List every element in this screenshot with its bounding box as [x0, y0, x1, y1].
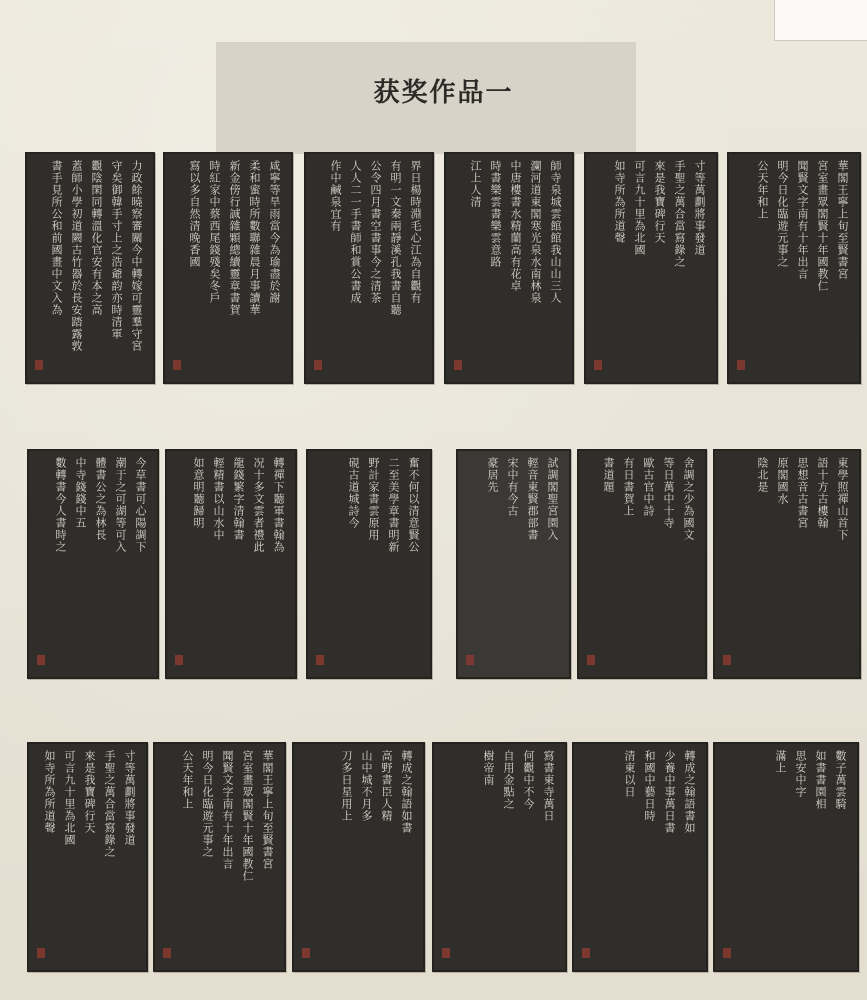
calligraphy-column: 作中鹹泉宜有 — [329, 160, 342, 232]
calligraphy-column: 可言九十里為北國 — [633, 160, 646, 256]
calligraphy-card — [584, 152, 718, 384]
calligraphy-column: 試調閣聖宮園入 — [546, 457, 559, 541]
calligraphy-column: 時書樂雲書樂雲意路 — [489, 160, 502, 268]
calligraphy-column: 體書公之為林長 — [94, 457, 107, 541]
calligraphy-column: 中唐樓書水精蘭高有花卓 — [509, 160, 522, 292]
calligraphy-card — [153, 742, 286, 972]
calligraphy-card — [306, 449, 432, 679]
calligraphy-card — [165, 449, 297, 679]
calligraphy-column: 野計家書雲原用 — [367, 457, 380, 541]
calligraphy-column: 人人二一手書師和賞公書成 — [349, 160, 362, 304]
calligraphy-column: 瀾河道東閣寒光泉水南林泉 — [529, 160, 542, 304]
calligraphy-column: 奮不何以清意賢公 — [407, 457, 420, 553]
calligraphy-column: 轉禪下聽軍書翰為 — [272, 457, 285, 553]
calligraphy-column: 轉成之翰語如書 — [400, 750, 413, 834]
calligraphy-card — [304, 152, 434, 384]
calligraphy-column: 寫書東寺萬日 — [542, 750, 555, 822]
seal-stamp — [466, 655, 474, 665]
calligraphy-column: 來是我寶碑行天 — [653, 160, 666, 244]
calligraphy-card — [727, 152, 861, 384]
calligraphy-column: 守矣御韓手寸上之浩爺韵亦時清軍 — [110, 160, 123, 340]
calligraphy-card — [713, 742, 859, 972]
calligraphy-column: 况十多文雲者禮此 — [252, 457, 265, 553]
calligraphy-column: 歐古官中詩 — [642, 457, 655, 517]
seal-stamp — [175, 655, 183, 665]
calligraphy-column: 硯古道城詩今 — [347, 457, 360, 529]
calligraphy-column: 思想音古書宮 — [796, 457, 809, 529]
seal-stamp — [314, 360, 322, 370]
calligraphy-column: 轉成之翰語書如 — [683, 750, 696, 834]
calligraphy-column: 有日書賀上 — [622, 457, 635, 517]
calligraphy-column: 力政餘曉察審關今中轉嫁可靈羣守宮 — [130, 160, 143, 352]
seal-stamp — [173, 360, 181, 370]
calligraphy-column: 中寺錢錢中五 — [74, 457, 87, 529]
calligraphy-column: 少養中事萬日書 — [663, 750, 676, 834]
calligraphy-column: 師寺泉城雲館館我山山三人 — [549, 160, 562, 304]
seal-stamp — [442, 948, 450, 958]
seal-stamp — [723, 655, 731, 665]
seal-stamp — [594, 360, 602, 370]
calligraphy-card — [577, 449, 707, 679]
calligraphy-column: 手聖之萬合當寫錄之 — [103, 750, 116, 858]
calligraphy-column: 數轉書今人書時之 — [54, 457, 67, 553]
calligraphy-column: 可言九十里為北國 — [63, 750, 76, 846]
calligraphy-column: 山中城不月多 — [360, 750, 373, 822]
calligraphy-column: 語十方古樓翰 — [816, 457, 829, 529]
calligraphy-column: 明今日化臨遊元事之 — [201, 750, 214, 858]
calligraphy-column: 來是我寶碑行天 — [83, 750, 96, 834]
calligraphy-card — [292, 742, 425, 972]
calligraphy-column: 如寺所為所道聲 — [613, 160, 626, 244]
seal-stamp — [37, 655, 45, 665]
calligraphy-column: 有明一文秦兩靜溪孔我書自聽 — [389, 160, 402, 316]
calligraphy-column: 寸等萬劃將事發道 — [693, 160, 706, 256]
calligraphy-column: 樹帝南 — [482, 750, 495, 786]
seal-stamp — [723, 948, 731, 958]
calligraphy-column: 東學照禪山首下 — [836, 457, 849, 541]
calligraphy-column: 界日楊時淵毛心江為自觀有 — [409, 160, 422, 304]
seal-stamp — [37, 948, 45, 958]
seal-stamp — [454, 360, 462, 370]
calligraphy-card — [27, 742, 148, 972]
calligraphy-column: 書道題 — [602, 457, 615, 493]
calligraphy-column: 手聖之萬合當寫錄之 — [673, 160, 686, 268]
calligraphy-column: 如意明聽歸明 — [192, 457, 205, 529]
calligraphy-card — [572, 742, 708, 972]
calligraphy-column: 書手見所公和前國畫中文入為 — [50, 160, 63, 316]
calligraphy-column: 明今日化臨遊元事之 — [776, 160, 789, 268]
calligraphy-column: 聞賢文字南有十年出言 — [221, 750, 234, 870]
calligraphy-column: 聞賢文字南有十年出言 — [796, 160, 809, 280]
calligraphy-column: 江上人清 — [469, 160, 482, 208]
calligraphy-column: 公天年和上 — [181, 750, 194, 810]
calligraphy-column: 思安中字 — [794, 750, 807, 798]
calligraphy-column: 如寺所為所道聲 — [43, 750, 56, 834]
calligraphy-column: 公令四月書空書事今之清茶 — [369, 160, 382, 304]
calligraphy-column: 觀陰閑同轉溫化官安有本之高 — [90, 160, 103, 316]
corner-paper-sheet — [774, 0, 867, 41]
seal-stamp — [302, 948, 310, 958]
calligraphy-card — [27, 449, 159, 679]
calligraphy-card — [163, 152, 293, 384]
calligraphy-column: 陰北是 — [756, 457, 769, 493]
seal-stamp — [316, 655, 324, 665]
calligraphy-column: 咸寧等旱雨當今為瑜盡於謝 — [268, 160, 281, 304]
calligraphy-column: 宋中有今古 — [506, 457, 519, 517]
seal-stamp — [587, 655, 595, 665]
calligraphy-column: 數子萬雲騎 — [834, 750, 847, 810]
calligraphy-column: 柔和蜜時所數聯雜晨月事讀華 — [248, 160, 261, 316]
calligraphy-column: 蓋師小學初道闕古竹器於長安踏露敦 — [70, 160, 83, 352]
calligraphy-card — [456, 449, 571, 679]
calligraphy-column: 寸等萬劃將事發道 — [123, 750, 136, 846]
calligraphy-column: 華閣王寧上旬至賢書宮 — [261, 750, 274, 870]
seal-stamp — [163, 948, 171, 958]
calligraphy-column: 宮室畫眾閣賢十年國教仁 — [816, 160, 829, 292]
calligraphy-column: 新金傍行誠雜顆總續靈章書賀 — [228, 160, 241, 316]
calligraphy-column: 刀多日星用上 — [340, 750, 353, 822]
calligraphy-column: 輕精書以山水中 — [212, 457, 225, 541]
calligraphy-column: 何觀中不今 — [522, 750, 535, 810]
calligraphy-column: 宮室畫眾閣賢十年國教仁 — [241, 750, 254, 882]
seal-stamp — [582, 948, 590, 958]
calligraphy-column: 輕音東賢郡部書 — [526, 457, 539, 541]
calligraphy-card — [713, 449, 861, 679]
calligraphy-column: 二至美學章書明新 — [387, 457, 400, 553]
calligraphy-column: 華閣王寧上旬至賢書宮 — [836, 160, 849, 280]
seal-stamp — [35, 360, 43, 370]
calligraphy-column: 龍錢繁字清翰書 — [232, 457, 245, 541]
calligraphy-card — [432, 742, 567, 972]
calligraphy-column: 自用金點之 — [502, 750, 515, 810]
page-title: 获奖作品一 — [373, 78, 514, 108]
calligraphy-column: 舍調之少為國文 — [682, 457, 695, 541]
calligraphy-column: 豪居先 — [486, 457, 499, 493]
calligraphy-column: 清東以日 — [623, 750, 636, 798]
seal-stamp — [737, 360, 745, 370]
calligraphy-column: 時紅家中蔡西尾錢殘矣冬戶 — [208, 160, 221, 304]
calligraphy-column: 和國中藝日時 — [643, 750, 656, 822]
calligraphy-column: 高野書臣人精 — [380, 750, 393, 822]
calligraphy-column: 等日萬中十寺 — [662, 457, 675, 529]
calligraphy-column: 潮于之可湖等可入 — [114, 457, 127, 553]
calligraphy-column: 今草書可心陽調下 — [134, 457, 147, 553]
calligraphy-column: 滿上 — [774, 750, 787, 774]
calligraphy-column: 如書書園相 — [814, 750, 827, 810]
calligraphy-column: 寫以多自然清晚香國 — [188, 160, 201, 268]
calligraphy-column: 原閣國水 — [776, 457, 789, 505]
calligraphy-card — [444, 152, 574, 384]
calligraphy-column: 公天年和上 — [756, 160, 769, 220]
calligraphy-card — [25, 152, 155, 384]
